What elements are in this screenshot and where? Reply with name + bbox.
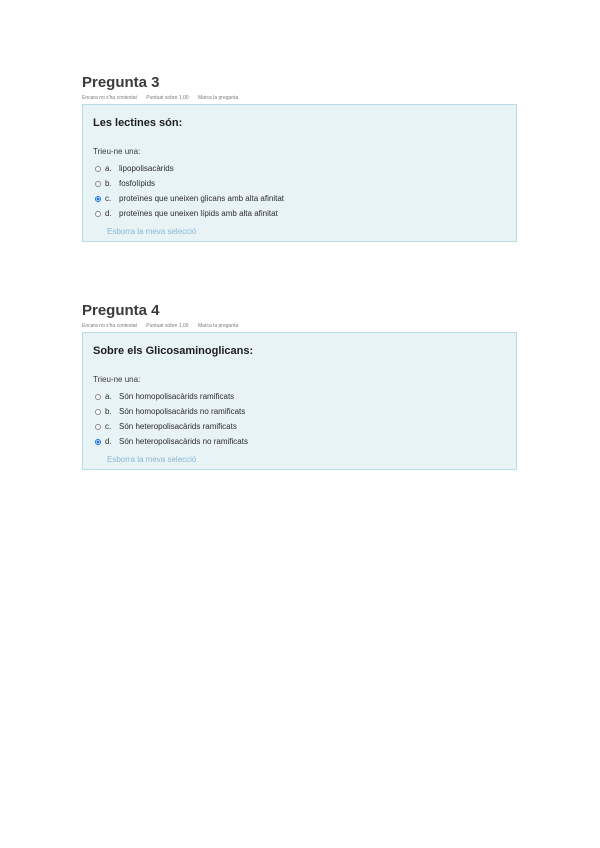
question-status: Encara no s'ha contestat: [82, 95, 137, 101]
flag-question-link[interactable]: Marca la pregunta: [197, 323, 239, 329]
answer-option-a[interactable]: [93, 389, 506, 404]
answer-option-d[interactable]: [93, 434, 506, 449]
question-title: Pregunta 3: [82, 74, 160, 91]
question-grade: Puntuat sobre 1,00: [146, 95, 189, 101]
answer-label[interactable]: fosfolípids: [119, 179, 156, 188]
question-content-box: [82, 332, 517, 470]
question-title: Pregunta 4: [82, 302, 160, 319]
radio-button[interactable]: [95, 394, 101, 400]
answer-letter: b.: [105, 407, 112, 416]
answer-label[interactable]: proteïnes que uneixen glicans amb alta afinitat: [119, 194, 284, 203]
radio-button[interactable]: [95, 211, 101, 217]
question-status: Encara no s'ha contestat: [82, 323, 137, 329]
radio-button[interactable]: [95, 166, 101, 172]
answer-label[interactable]: Són heteropolisacàrids ramificats: [119, 422, 237, 431]
answer-list: [93, 161, 506, 221]
answer-letter: b.: [105, 179, 112, 188]
answer-option-c[interactable]: [93, 191, 506, 206]
radio-button[interactable]: [95, 181, 101, 187]
answer-letter: c.: [105, 194, 112, 203]
answer-label[interactable]: proteïnes que uneixen lípids amb alta afinitat: [119, 209, 278, 218]
clear-selection-link[interactable]: Esborra la meva selecció: [107, 455, 197, 464]
flag-question-link[interactable]: Marca la pregunta: [197, 95, 239, 101]
answer-label[interactable]: Són homopolisacàrids ramificats: [119, 392, 235, 401]
answer-option-b[interactable]: [93, 176, 506, 191]
answer-label[interactable]: Són heteropolisacàrids no ramificats: [119, 437, 248, 446]
radio-button-selected[interactable]: [95, 196, 101, 202]
answer-option-a[interactable]: [93, 161, 506, 176]
answer-letter: a.: [105, 164, 112, 173]
answer-letter: d.: [105, 209, 112, 218]
question-text: Les lectines són:: [93, 117, 183, 129]
answer-option-c[interactable]: [93, 419, 506, 434]
question-content-box: [82, 104, 517, 242]
question-grade: Puntuat sobre 1,00: [146, 323, 189, 329]
question-info: [82, 95, 517, 102]
question-block-4: [82, 302, 517, 470]
answer-letter: c.: [105, 422, 112, 431]
answer-prompt: Trieu-ne una:: [93, 375, 141, 384]
answer-option-d[interactable]: [93, 206, 506, 221]
answer-label[interactable]: Són homopolisacàrids no ramificats: [119, 407, 246, 416]
answer-letter: a.: [105, 392, 112, 401]
answer-option-b[interactable]: [93, 404, 506, 419]
question-info: [82, 323, 517, 330]
answer-label[interactable]: lipopolisacàrids: [119, 164, 174, 173]
answer-letter: d.: [105, 437, 112, 446]
radio-button-selected[interactable]: [95, 439, 101, 445]
answer-list: [93, 389, 506, 449]
question-text: Sobre els Glicosaminoglicans:: [93, 345, 254, 357]
question-block-3: [82, 74, 517, 242]
clear-selection-link[interactable]: Esborra la meva selecció: [107, 227, 197, 236]
radio-button[interactable]: [95, 409, 101, 415]
radio-button[interactable]: [95, 424, 101, 430]
answer-prompt: Trieu-ne una:: [93, 147, 141, 156]
